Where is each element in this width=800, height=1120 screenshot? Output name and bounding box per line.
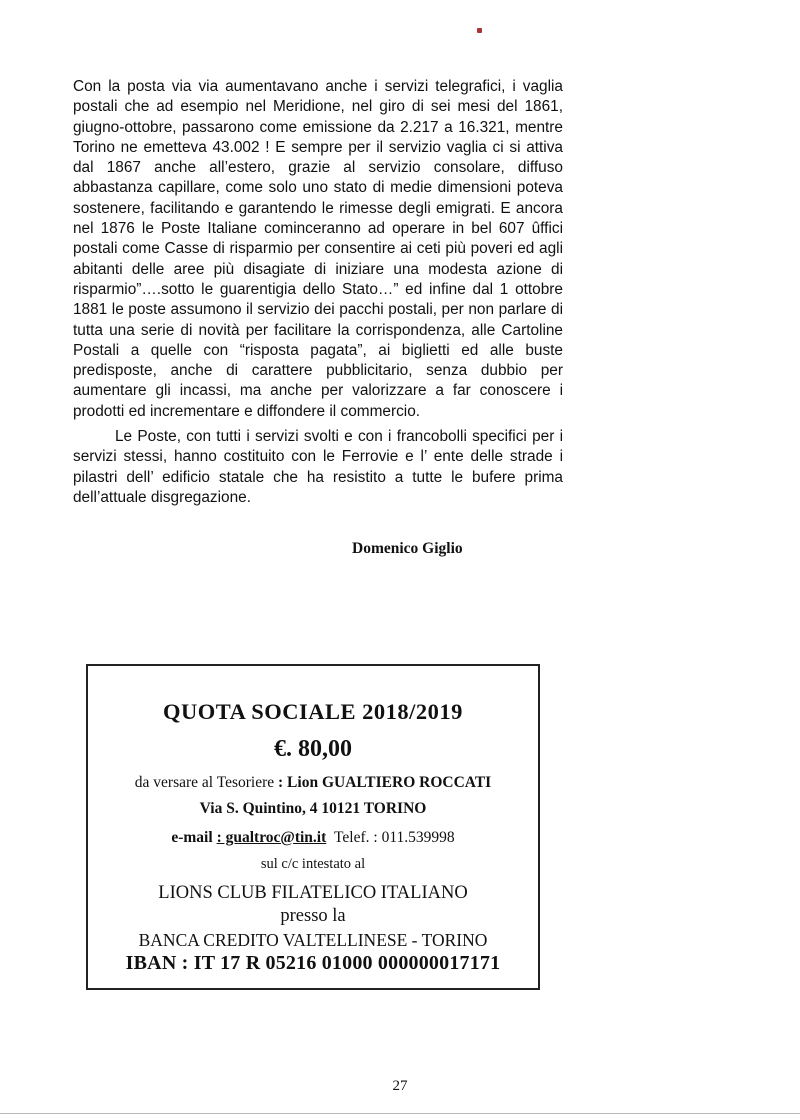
club-name: LIONS CLUB FILATELICO ITALIANO: [158, 883, 468, 903]
author-signature: Domenico Giglio: [352, 540, 463, 557]
ink-speck: [477, 28, 482, 33]
fee-title: QUOTA SOCIALE 2018/2019: [163, 699, 463, 724]
membership-fee-box: [86, 664, 540, 990]
article-paragraph-1: Con la posta via via aumentavano anche i servizi telegrafici, i vaglia postali che ad esempio nel Meridione, nel giro di sei mesi del 1861, giugno-ottobre, passarono come emissione da 2.217 a 16.321, mentre Torino ne emetteva 43.002 ! E sempre per il servizio vaglia ci si attiva dal 1867 anche all’estero, grazie al servizio consolare, diffuso abbastanza capillare, come solo uno stato di medie dimensioni poteva sostenere, facilitando e garantendo le rimesse degli emigrati. E ancora nel 1876 le Poste Italiane cominceranno ad operare in bel 607 ûffici postali come Casse di risparmio per consentire ai ceti più poveri ed agli abitanti delle aree più disagiate di iniziare una modesta azione di risparmio”….sotto le guarentigia dello Stato…” ed infine dal 1 ottobre 1881 le poste assumono il servizio dei pacchi postali, per non parlare di tutta una serie di novità per facilitare la corrispondenza, alle Cartoline Postali a quelle con “risposta pagata”, ai biglietti ed alle buste predisposte, anche di carattere pubblicitario, senza dubbio per aumentare gli incassi, ma anche per valorizzare a far conoscere i prodotti ed incrementare e diffondere il commercio.: [73, 78, 563, 420]
payment-line: [88, 774, 538, 792]
email-address[interactable]: : gualtroc@tin.it: [216, 829, 327, 846]
account-note: sul c/c intestato al: [260, 856, 366, 872]
fee-amount: €. 80,00: [274, 736, 352, 762]
page-edge: [0, 1113, 800, 1114]
treasurer-name: : Lion GUALTIERO ROCCATI: [278, 774, 492, 791]
email-label: e-mail: [171, 829, 217, 846]
page-number: 27: [392, 1078, 408, 1094]
article-paragraph-2: Le Poste, con tutti i servizi svolti e con i francobolli specifici per i servizi stessi, hanno costituito con le Ferrovie e l’ ente delle strade i pilastri dell’ edificio statale che ha resistito a tutte le bufere prima dell’attuale disgregazione.: [73, 428, 563, 506]
phone-number: Telef. : 011.539998: [334, 829, 455, 846]
treasurer-address: Via S. Quintino, 4 10121 TORINO: [199, 800, 427, 817]
bank-name: BANCA CREDITO VALTELLINESE - TORINO: [138, 930, 488, 950]
iban-code: IBAN : IT 17 R 05216 01000 000000017171: [125, 952, 501, 974]
payment-prefix: da versare al Tesoriere: [134, 774, 279, 791]
presso-label: presso la: [280, 906, 346, 926]
contact-line: [88, 829, 538, 847]
